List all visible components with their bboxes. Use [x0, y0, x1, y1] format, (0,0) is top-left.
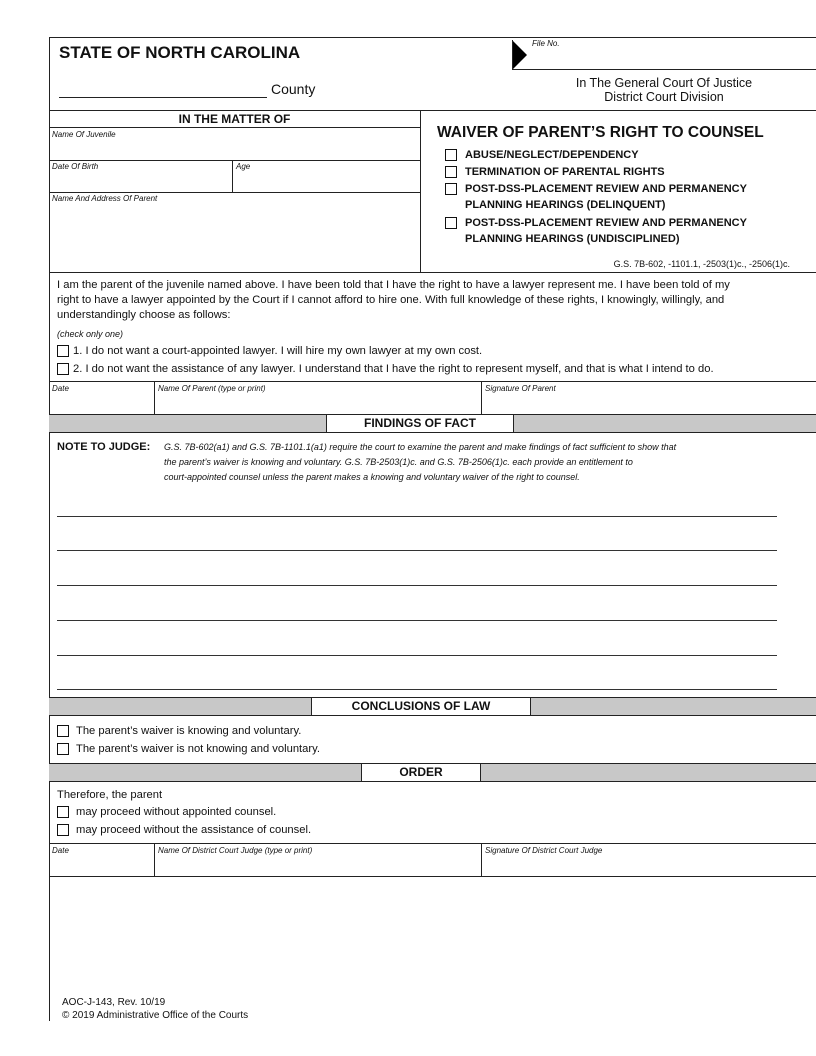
statement-line-2: right to have a lawyer appointed by the Court if I cannot afford to hire one. With full knowledge of these rights, I knowingly, willingly, and	[57, 294, 725, 306]
court-line-2: District Court Division	[604, 90, 724, 104]
conclusions-heading: CONCLUSIONS OF LAW	[311, 697, 531, 716]
proceed-without-assistance-checkbox[interactable]	[57, 824, 69, 836]
findings-line[interactable]	[57, 620, 777, 621]
check-only-one-note: (check only one)	[57, 329, 124, 339]
parent-name-address-field[interactable]	[50, 205, 419, 270]
choice-1-label: 1. I do not want a court-appointed lawyer. I will hire my own lawyer at my own cost.	[73, 345, 483, 357]
parent-name-label: Name Of Parent (type or print)	[158, 384, 266, 393]
waiver-knowing-label: The parent’s waiver is knowing and voluntary.	[76, 725, 302, 737]
findings-line[interactable]	[57, 689, 777, 690]
post-dss-undisciplined-checkbox[interactable]	[445, 217, 457, 229]
dob-field[interactable]	[50, 172, 230, 191]
statutes-reference: G.S. 7B-602, -1101.1, -2503(1)c., -2506(1)c.	[613, 259, 790, 269]
order-heading: ORDER	[361, 763, 481, 782]
statement-line-3: understandingly choose as follows:	[57, 309, 231, 321]
note-line-3: court-appointed counsel unless the parent makes a knowing and voluntary waiver of the right to counsel.	[164, 472, 580, 482]
form-id: AOC-J-143, Rev. 10/19	[62, 997, 166, 1008]
file-no-field[interactable]	[512, 69, 816, 70]
abuse-neglect-label: ABUSE/NEGLECT/DEPENDENCY	[465, 149, 639, 161]
judge-date-label: Date	[52, 846, 69, 855]
post-dss-delinquent-label-2: PLANNING HEARINGS (DELINQUENT)	[465, 199, 666, 211]
choice-2-checkbox[interactable]	[57, 363, 69, 375]
judge-signature-label: Signature Of District Court Judge	[485, 846, 603, 855]
age-field[interactable]	[234, 172, 418, 191]
statement-line-1: I am the parent of the juvenile named above. I have been told that I have the right to have a lawyer represent me. I have been told of my	[57, 279, 730, 291]
note-line-1: G.S. 7B-602(a1) and G.S. 7B-1101.1(a1) require the court to examine the parent and make findings of fact sufficient to show that	[164, 442, 677, 452]
waiver-knowing-checkbox[interactable]	[57, 725, 69, 737]
proceed-without-appointed-label: may proceed without appointed counsel.	[76, 806, 277, 818]
judge-signature-field[interactable]	[483, 856, 813, 875]
parent-signature-field[interactable]	[483, 394, 813, 413]
county-label: County	[271, 81, 316, 97]
post-dss-delinquent-label-1: POST-DSS-PLACEMENT REVIEW AND PERMANENCY	[465, 183, 747, 195]
termination-checkbox[interactable]	[445, 166, 457, 178]
file-no-label: File No.	[532, 39, 560, 48]
judge-name-field[interactable]	[156, 856, 479, 875]
findings-line[interactable]	[57, 655, 777, 656]
dob-label: Date Of Birth	[52, 162, 99, 171]
waiver-not-knowing-checkbox[interactable]	[57, 743, 69, 755]
findings-line[interactable]	[57, 585, 777, 586]
order-bar	[49, 763, 816, 782]
age-label: Age	[236, 162, 251, 171]
note-line-2: the parent’s waiver is knowing and voluntary. G.S. 7B-2503(1)c. and G.S. 7B-2506(1)c. each provide an entitlement to	[164, 457, 633, 467]
findings-line[interactable]	[57, 516, 777, 517]
order-intro: Therefore, the parent	[57, 789, 163, 801]
court-line-1: In The General Court Of Justice	[575, 76, 753, 90]
judge-name-label: Name Of District Court Judge (type or print)	[158, 846, 313, 855]
parent-signature-label: Signature Of Parent	[485, 384, 556, 393]
copyright: © 2019 Administrative Office of the Courts	[62, 1010, 249, 1021]
judge-date-field[interactable]	[50, 856, 152, 875]
abuse-neglect-checkbox[interactable]	[445, 149, 457, 161]
post-dss-undisciplined-label-2: PLANNING HEARINGS (UNDISCIPLINED)	[465, 233, 680, 245]
juvenile-name-field[interactable]	[50, 140, 419, 159]
findings-heading: FINDINGS OF FACT	[326, 414, 514, 433]
juvenile-name-label: Name Of Juvenile	[52, 130, 116, 139]
proceed-without-assistance-label: may proceed without the assistance of counsel.	[76, 824, 312, 836]
parent-name-field[interactable]	[156, 394, 479, 413]
parent-date-label: Date	[52, 384, 69, 393]
matter-heading: IN THE MATTER OF	[178, 112, 291, 126]
termination-label: TERMINATION OF PARENTAL RIGHTS	[465, 166, 665, 178]
parent-name-address-label: Name And Address Of Parent	[52, 194, 158, 203]
findings-bar	[49, 414, 816, 433]
findings-line[interactable]	[57, 550, 777, 551]
state-title: STATE OF NORTH CAROLINA	[59, 43, 301, 62]
parent-date-field[interactable]	[50, 394, 152, 413]
conclusions-bar	[49, 697, 816, 716]
waiver-not-knowing-label: The parent’s waiver is not knowing and voluntary.	[76, 743, 320, 755]
post-dss-undisciplined-label-1: POST-DSS-PLACEMENT REVIEW AND PERMANENCY	[465, 217, 747, 229]
choice-2-label: 2. I do not want the assistance of any lawyer. I understand that I have the right to represent myself, and that is what I intend to do.	[73, 363, 714, 375]
choice-1-checkbox[interactable]	[57, 345, 69, 357]
file-no-arrow-icon	[512, 40, 527, 70]
post-dss-delinquent-checkbox[interactable]	[445, 183, 457, 195]
proceed-without-appointed-checkbox[interactable]	[57, 806, 69, 818]
county-field[interactable]	[59, 97, 267, 98]
form-title: WAIVER OF PARENT’S RIGHT TO COUNSEL	[437, 124, 764, 141]
note-to-judge-label: NOTE TO JUDGE:	[57, 441, 151, 453]
